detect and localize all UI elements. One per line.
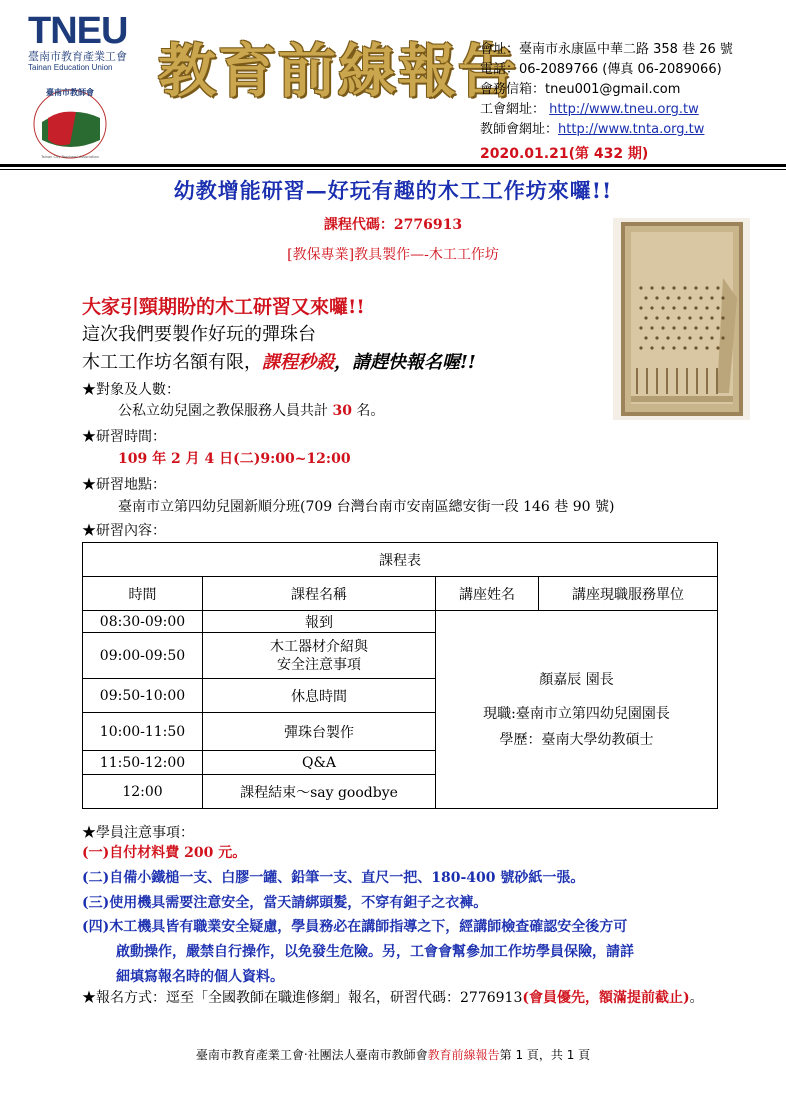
header-course: 課程名稱 — [203, 577, 436, 611]
schedule-table — [82, 542, 718, 809]
sold-out-warning: 課程秒殺 — [262, 352, 334, 373]
note-1: (一)自付材料費 200 元。 — [82, 845, 247, 861]
header-rule — [0, 164, 786, 167]
content-label: ★研習內容： — [82, 523, 166, 539]
issue-number: 2020.01.21(第 432 期) — [480, 146, 649, 162]
note-4: (四)木工機具皆有職業安全疑慮，學員務必在講師指導之下，經講師檢查確認安全後方可 啟動操作，嚴禁自行操作，以免發生危險。另，工會會幫參加工作坊學員保險，請詳 細填寫報名時的個人資料。 — [82, 919, 634, 985]
union-site: 工會網址： http://www.tneu.org.tw — [480, 102, 699, 117]
table-row: 10:00-11:50 彈珠台製作 — [83, 713, 718, 751]
time-label: ★研習時間： — [82, 429, 166, 445]
header-time: 時間 — [83, 577, 203, 611]
union-name-cn: 臺南市教育產業工會 — [28, 50, 127, 63]
course-code: 課程代碼：2776913 — [323, 217, 463, 233]
registration-info: ★報名方式：逕至「全國教師在職進修網」報名，研習代碼：2776913(會員優先，額滿提前截止)。 — [82, 990, 704, 1006]
contact-info — [480, 40, 733, 140]
svg-text:臺南市教師會: 臺南市教師會 — [46, 88, 94, 97]
union-site-link[interactable]: http://www.tneu.org.tw — [549, 102, 699, 117]
teachers-site-link[interactable]: http://www.tnta.org.tw — [558, 122, 705, 137]
address: 會址：臺南市永康區中華二路 358 巷 26 號 — [480, 42, 733, 57]
phone: 電話：06-2089766 (傳真 06-2089066) — [480, 62, 722, 77]
tneu-logo-text: TNEU — [28, 10, 128, 52]
header-rule-thin — [0, 169, 786, 170]
masthead-title: 教育前線報告 — [158, 37, 519, 105]
target-value: 公私立幼兒園之教保服務人員共計 30 名。 — [118, 403, 385, 419]
note-2: (二)自備小鐵槌一支、白膠一罐、鉛筆一支、直尺一把、180-400 號砂紙一張。 — [82, 870, 585, 886]
email: 會務信箱：tneu001@gmail.com — [480, 82, 681, 97]
table-caption: 課程表 — [83, 543, 718, 577]
headline-1: 大家引頸期盼的木工研習又來囉!! — [82, 296, 365, 318]
table-row: 09:00-09:50 木工器材介紹與 安全注意事項 — [83, 633, 718, 679]
article-subtitle: [教保專業]教具製作—-木工工作坊 — [287, 247, 499, 263]
notes-label: ★學員注意事項： — [82, 825, 194, 841]
time-value: 109 年 2 月 4 日(二)9:00~12:00 — [118, 451, 351, 467]
participant-count: 30 — [332, 403, 352, 419]
headline-2: 這次我們要製作好玩的彈珠台 — [82, 324, 316, 345]
teachers-association-logo — [30, 82, 110, 162]
speaker-education: 學歷：臺南大學幼教碩士 — [499, 731, 654, 748]
header-speaker-unit: 講座現職服務單位 — [539, 577, 718, 611]
speaker-job: 現職:臺南市立第四幼兒園園長 — [483, 705, 670, 722]
table-row: 11:50-12:00 Q&A — [83, 751, 718, 775]
registration-priority: (會員優先，額滿提前截止) — [522, 990, 690, 1006]
svg-text:Tainan City Teachers' Associat: Tainan City Teachers' Association — [41, 155, 99, 159]
speaker-cell — [436, 611, 718, 809]
target-label: ★對象及人數： — [82, 382, 180, 398]
page-footer: 臺南市教育產業工會‧社團法人臺南市教師會教育前線報告第 1 頁，共 1 頁 — [195, 1048, 591, 1062]
union-name-en: Tainan Education Union — [28, 63, 113, 72]
article-title: 幼教增能研習—好玩有趣的木工工作坊來囉!! — [173, 178, 613, 203]
pinball-board-photo — [613, 218, 750, 420]
header-speaker: 講座姓名 — [436, 577, 539, 611]
teachers-site: 教師會網址：http://www.tnta.org.tw — [480, 122, 705, 137]
tneu-logo — [28, 12, 143, 73]
table-row: 12:00 課程結束～say goodbye — [83, 775, 718, 809]
speaker-name: 顏嘉辰 園長 — [539, 671, 614, 688]
table-row: 09:50-10:00 休息時間 — [83, 679, 718, 713]
place-value: 臺南市立第四幼兒園新順分班(709 台灣台南市安南區總安街一段 146 巷 90 號) — [118, 499, 615, 515]
note-3: (三)使用機具需要注意安全，當天請綁頭髮，不穿有鉭子之衣褲。 — [82, 895, 488, 911]
place-label: ★研習地點： — [82, 477, 166, 493]
table-row: 08:30-09:00 報到 顏嘉辰 園長 現職:臺南市立第四幼兒園園長 學歷：臺南大學幼教碩士 — [83, 611, 718, 633]
headline-3: 木工工作坊名額有限，課程秒殺，請趕快報名喔!! — [82, 352, 476, 373]
